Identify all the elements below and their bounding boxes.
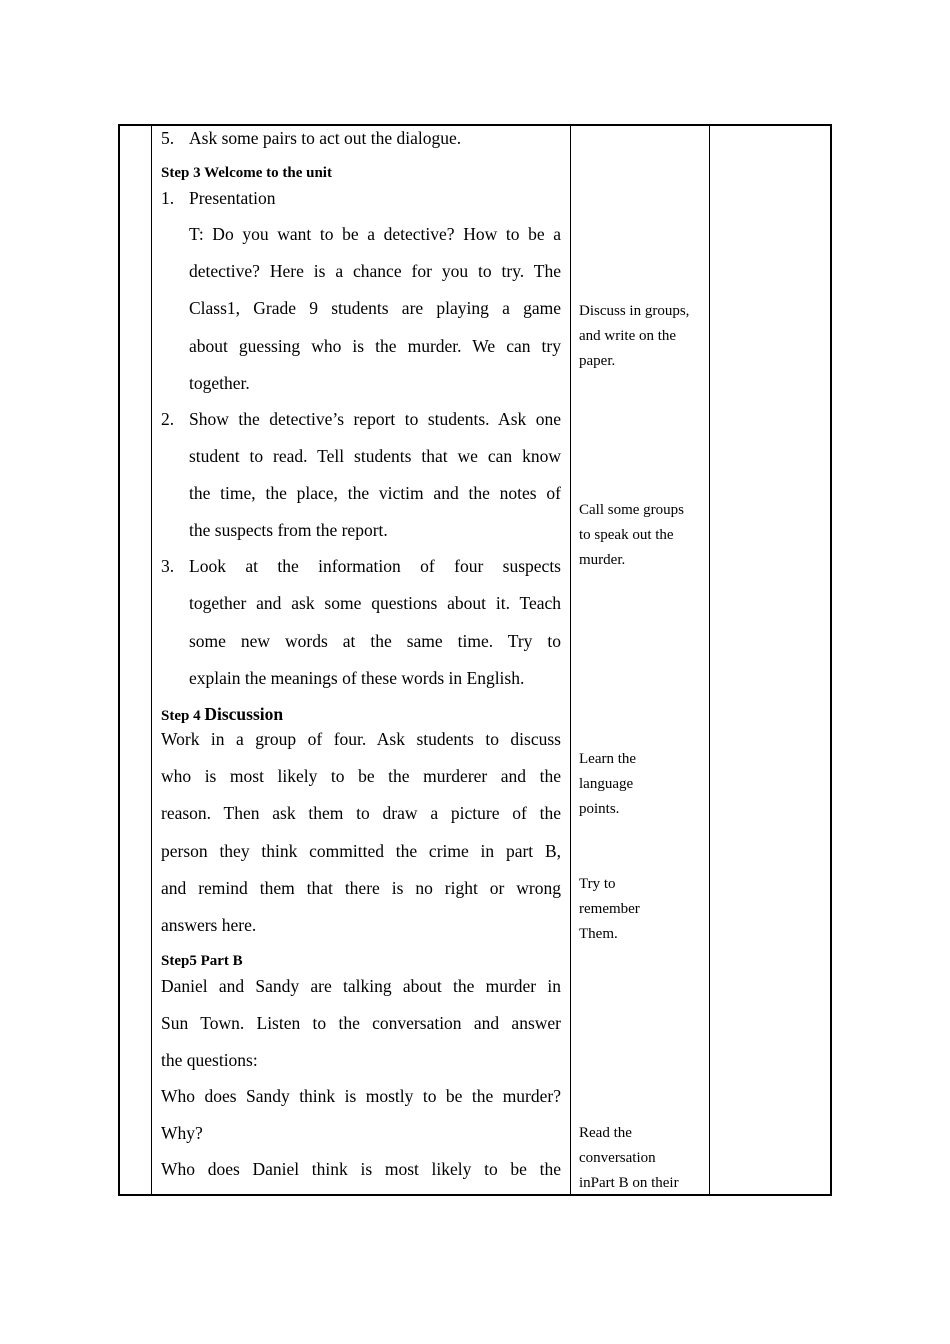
activity-note-language-points: Learn the language points. — [579, 751, 637, 817]
column-divider-2 — [570, 124, 571, 1196]
paragraph-line: the suspects from the report. — [189, 520, 388, 540]
paragraph-line: reason. Then ask them to draw a picture of the — [161, 803, 561, 823]
paragraph-line: the time, the place, the victim and the notes of — [189, 483, 561, 503]
list-item-5 — [161, 126, 462, 150]
step-3-heading: Step 3 Welcome to the unit — [161, 165, 332, 181]
list-number: 5. — [161, 128, 175, 148]
paragraph-line: person they think committed the crime in part B, — [161, 841, 561, 861]
step-4-heading: Step 4 Discussion — [161, 704, 284, 724]
list-number: 1. — [161, 188, 175, 208]
paragraph-line: and remind them that there is no right or wrong — [161, 878, 561, 898]
paragraph-line: the questions: — [161, 1050, 258, 1070]
paragraph-line: explain the meanings of these words in English. — [189, 668, 525, 688]
paragraph-line: together and ask some questions about it. Teach — [189, 593, 561, 613]
column-divider-3 — [709, 124, 710, 1196]
paragraph-line: about guessing who is the murder. We can try — [189, 336, 561, 356]
list-item-1 — [161, 186, 276, 210]
column-divider-1 — [151, 124, 152, 1196]
paragraph-line: Look at the information of four suspects — [189, 556, 561, 576]
paragraph-line: T: Do you want to be a detective? How to be a — [189, 224, 561, 244]
paragraph-line: detective? Here is a chance for you to try. The — [189, 261, 561, 281]
paragraph-line: Who does Daniel think is most likely to be the — [161, 1159, 561, 1179]
paragraph-line: Show the detective’s report to students. Ask one — [189, 409, 561, 429]
list-number-3: 3. — [161, 556, 175, 576]
table-border-left — [118, 124, 120, 1196]
paragraph-line: some new words at the same time. Try to — [189, 631, 561, 651]
paragraph-line: Daniel and Sandy are talking about the murder in — [161, 976, 561, 996]
paragraph-line: Who does Sandy think is mostly to be the murder? — [161, 1086, 561, 1106]
list-title: Presentation — [189, 188, 276, 208]
table-border-bottom — [118, 1194, 832, 1196]
paragraph-line: who is most likely to be the murderer and the — [161, 766, 561, 786]
activity-note-call-groups: Call some groups to speak out the murder. — [579, 502, 684, 568]
paragraph-line: Work in a group of four. Ask students to discuss — [161, 729, 561, 749]
paragraph-line: Class1, Grade 9 students are playing a game — [189, 298, 561, 318]
paragraph-line: answers here. — [161, 915, 257, 935]
step-5-heading: Step5 Part B — [161, 953, 243, 969]
paragraph-line: together. — [189, 373, 250, 393]
table-border-right — [830, 124, 832, 1196]
paragraph-line: Sun Town. Listen to the conversation and answer — [161, 1013, 561, 1033]
list-number-2: 2. — [161, 409, 175, 429]
list-text: Ask some pairs to act out the dialogue. — [189, 128, 462, 148]
activity-note-discuss: Discuss in groups, and write on the paper. — [579, 303, 690, 369]
paragraph-line: Why? — [161, 1123, 203, 1143]
activity-note-remember: Try to remember Them. — [579, 876, 640, 942]
paragraph-line: student to read. Tell students that we can know — [189, 446, 561, 466]
activity-note-read-conversation: Read the conversation inPart B on their — [579, 1125, 679, 1191]
